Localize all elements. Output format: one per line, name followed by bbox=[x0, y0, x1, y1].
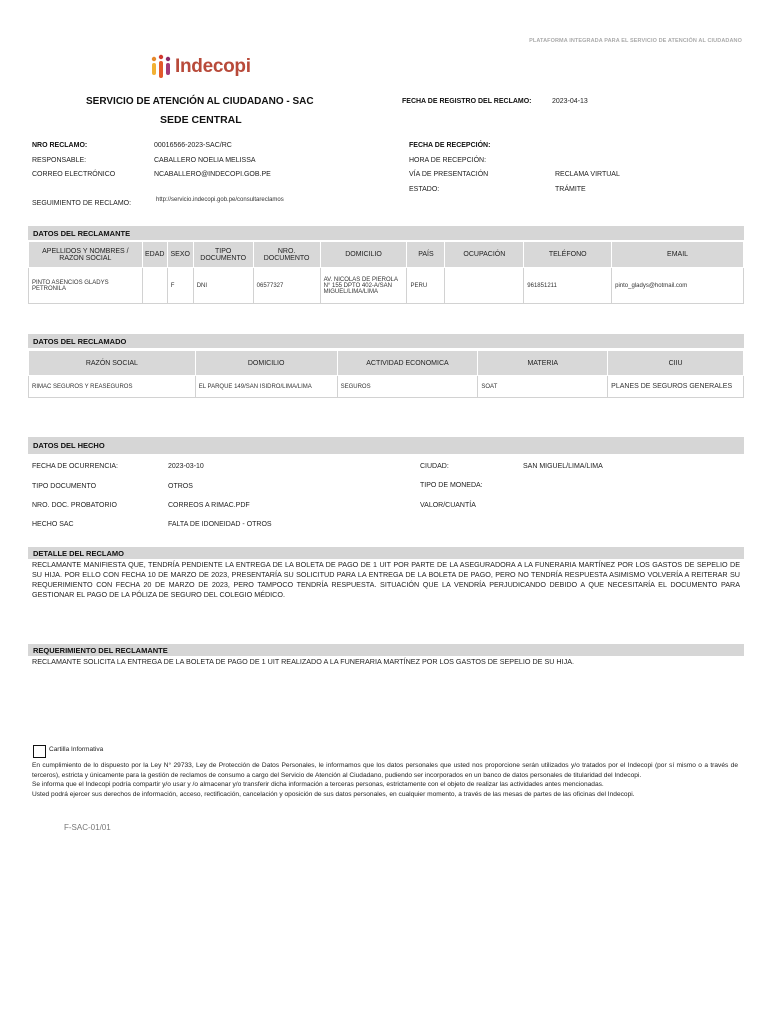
valor-label: VALOR/CUANTÍA bbox=[420, 502, 476, 509]
nro-doc-value: CORREOS A RIMAC.PDF bbox=[168, 502, 250, 509]
section-reclamado: DATOS DEL RECLAMADO bbox=[28, 334, 744, 348]
page-subtitle: SEDE CENTRAL bbox=[160, 114, 242, 126]
seguimiento-link[interactable]: http://servicio.indecopi.gob.pe/consultareclamos bbox=[156, 197, 284, 203]
footer-paragraph-2: Se informa que el Indecopi podría compartir y/o usar y /o almacenar y/o transferir dicha información a terceras personas, estrictamente con el objeto de realizar las actividades antes mencionadas. bbox=[32, 781, 604, 788]
col-telefono: TELÉFONO bbox=[524, 242, 612, 268]
col-actividad: ACTIVIDAD ECONOMICA bbox=[337, 351, 478, 376]
reclamado-table bbox=[28, 350, 744, 398]
fecha-registro-label: FECHA DE REGISTRO DEL RECLAMO: bbox=[402, 98, 532, 105]
estado-value: TRÁMITE bbox=[555, 186, 586, 193]
col-domicilio-reclamado: DOMICILIO bbox=[195, 351, 337, 376]
cell-pais: PERU bbox=[407, 268, 445, 304]
hora-recepcion-label: HORA DE RECEPCIÓN: bbox=[409, 157, 487, 164]
col-domicilio: DOMICILIO bbox=[320, 242, 407, 268]
col-ocupacion: OCUPACIÓN bbox=[445, 242, 524, 268]
cell-domicilio: AV. NICOLAS DE PIEROLA N° 155 DPTO 402-A/SAN MIGUEL/LIMA/LIMA bbox=[320, 268, 407, 304]
tipo-documento-value: OTROS bbox=[168, 483, 193, 490]
col-razon-social: RAZÓN SOCIAL bbox=[29, 351, 196, 376]
reclamante-table bbox=[28, 241, 744, 304]
col-pais: PAÍS bbox=[407, 242, 445, 268]
table-row bbox=[29, 376, 744, 398]
correo-value: NCABALLERO@INDECOPI.GOB.PE bbox=[154, 171, 271, 178]
cartilla-checkbox[interactable] bbox=[33, 745, 46, 758]
cell-domicilio-reclamado: EL PARQUE 149/SAN ISIDRO/LIMA/LIMA bbox=[195, 376, 337, 398]
cell-email: pinto_gladys@hotmail.com bbox=[612, 268, 744, 304]
col-materia: MATERIA bbox=[478, 351, 608, 376]
cell-ciiu: PLANES DE SEGUROS GENERALES bbox=[608, 376, 744, 398]
col-edad: EDAD bbox=[142, 242, 167, 268]
fecha-recepcion-label: FECHA DE RECEPCIÓN: bbox=[409, 142, 491, 149]
via-label: VÍA DE PRESENTACIÓN bbox=[409, 171, 489, 178]
cell-tipo-documento: DNI bbox=[193, 268, 253, 304]
hecho-sac-value: FALTA DE IDONEIDAD - OTROS bbox=[168, 521, 272, 528]
tipo-documento-label: TIPO DOCUMENTO bbox=[32, 483, 97, 490]
cell-telefono: 961851211 bbox=[524, 268, 612, 304]
requerimiento-text: RECLAMANTE SOLICITA LA ENTREGA DE LA BOLETA DE PAGO DE 1 UIT REALIZADO A LA FUNERARIA MARTÍNEZ POR LOS GASTOS DE SEPELIO DE SU HIJA. bbox=[32, 657, 575, 666]
col-email: EMAIL bbox=[612, 242, 744, 268]
nro-reclamo-value: 00016566-2023-SAC/RC bbox=[154, 142, 232, 149]
footer-paragraph-1: En cumplimiento de lo dispuesto por la Ley N° 29733, Ley de Protección de Datos Personales, le informamos que los datos personales que usted nos proporcione serán utilizados y/o tratados por el Indecopi (por sí mismo o a través de terceros), estricta y únicamente para la gestión de reclamos de consumo a cargo del Servicio de Atención al Ciudadano, pudiendo ser incorporados en un banco de datos personales de titularidad del Indecopi. bbox=[32, 762, 738, 779]
col-nro-documento: NRO. DOCUMENTO bbox=[253, 242, 320, 268]
fecha-registro-value: 2023-04-13 bbox=[552, 98, 588, 105]
via-value: RECLAMA VIRTUAL bbox=[555, 171, 620, 178]
indecopi-logo-icon bbox=[150, 54, 172, 80]
responsable-label: RESPONSABLE: bbox=[32, 157, 87, 164]
section-requerimiento: REQUERIMIENTO DEL RECLAMANTE bbox=[28, 644, 744, 656]
footer-paragraph-3: Usted podrá ejercer sus derechos de información, acceso, rectificación, cancelación y oposición de sus datos personales, en cualquier momento, a través de las mesas de partes de las oficinas del Indecopi. bbox=[32, 790, 635, 798]
nro-reclamo-label: NRO RECLAMO: bbox=[32, 142, 88, 149]
responsable-value: CABALLERO NOELIA MELISSA bbox=[154, 157, 256, 164]
col-apellidos: APELLIDOS Y NOMBRES / RAZON SOCIAL bbox=[29, 242, 143, 268]
footer-paragraphs bbox=[32, 761, 738, 799]
form-code: F-SAC-01/01 bbox=[64, 823, 111, 832]
section-detalle: DETALLE DEL RECLAMO bbox=[28, 547, 744, 559]
moneda-label: TIPO DE MONEDA: bbox=[420, 482, 483, 489]
section-reclamante: DATOS DEL RECLAMANTE bbox=[28, 226, 744, 240]
cell-actividad: SEGUROS bbox=[337, 376, 478, 398]
cell-edad bbox=[142, 268, 167, 304]
ciudad-label: CIUDAD: bbox=[420, 463, 449, 470]
section-hecho: DATOS DEL HECHO bbox=[28, 437, 744, 454]
ciudad-value: SAN MIGUEL/LIMA/LIMA bbox=[523, 463, 603, 470]
page-title: SERVICIO DE ATENCIÓN AL CIUDADANO - SAC bbox=[86, 96, 314, 107]
cell-razon-social: RIMAC SEGUROS Y REASEGUROS bbox=[29, 376, 196, 398]
estado-label: ESTADO: bbox=[409, 186, 440, 193]
correo-label: CORREO ELECTRÓNICO bbox=[32, 171, 116, 178]
table-row bbox=[29, 268, 744, 304]
platform-caption: PLATAFORMA INTEGRADA PARA EL SERVICIO DE ATENCIÓN AL CIUDADANO bbox=[529, 38, 742, 44]
cell-apellidos: PINTO ASENCIOS GLADYS PETRONILA bbox=[29, 268, 143, 304]
col-sexo: SEXO bbox=[167, 242, 193, 268]
fecha-ocurrencia-value: 2023-03-10 bbox=[168, 463, 204, 470]
hecho-sac-label: HECHO SAC bbox=[32, 521, 74, 528]
indecopi-logo bbox=[150, 52, 251, 82]
detalle-text: RECLAMANTE MANIFIESTA QUE, TENDRÍA PENDIENTE LA ENTREGA DE LA BOLETA DE PAGO DE 1 UIT POR PARTE DE LA ASEGURADORA A LA FUNERARIA MARTÍNEZ POR LOS GASTOS DE SEPELIO DE SU HIJA. POR ELLO CON FECHA 10 DE MARZO DE 2023, PRESENTARÍA SU SOLICITUD PARA LA ENTREGA DE LA BOLETA DE PAGO, PERO NO TENDRÍA RESPUESTA ASIMISMO VOLVERÍA A REITERAR SU REQUERIMIENTO CON FECHA 20 DE MARZO DE 2023, PERO TAMPOCO TENDRÍA RESPUESTA. SITUACIÓN QUE LA VENDRÍA PERJUDICANDO DEBIDO A QUE NECESITARÍA EL DOCUMENTO PARA GESTIONAR EL PAGO DE LA PÓLIZA DE SEGURO DEL COLEGIO MÉDICO. bbox=[32, 560, 740, 599]
logo-text: Indecopi bbox=[175, 56, 251, 77]
seguimiento-label: SEGUIMIENTO DE RECLAMO: bbox=[32, 200, 132, 207]
cartilla-label: Cartilla Informativa bbox=[49, 746, 104, 753]
cell-sexo: F bbox=[167, 268, 193, 304]
col-ciiu: CIIU bbox=[608, 351, 744, 376]
cell-ocupacion bbox=[445, 268, 524, 304]
cell-materia: SOAT bbox=[478, 376, 608, 398]
nro-doc-label: NRO. DOC. PROBATORIO bbox=[32, 502, 117, 509]
col-tipo-documento: TIPO DOCUMENTO bbox=[193, 242, 253, 268]
fecha-ocurrencia-label: FECHA DE OCURRENCIA: bbox=[32, 463, 118, 470]
cell-nro-documento: 06577327 bbox=[253, 268, 320, 304]
